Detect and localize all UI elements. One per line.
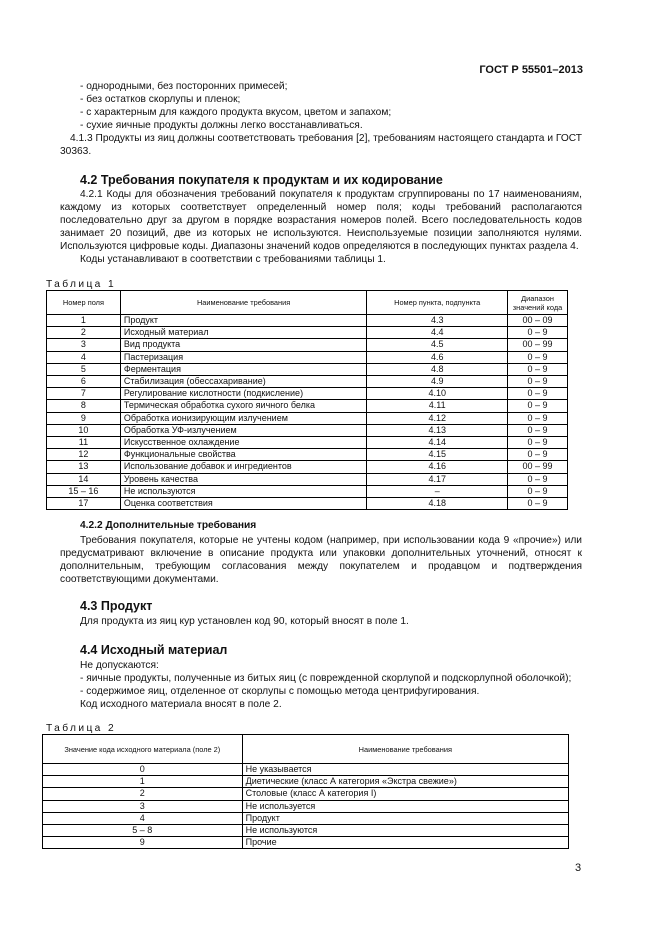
- section-4-3-heading: 4.3 Продукт: [80, 599, 153, 613]
- cell-field: 4: [47, 351, 121, 363]
- cell-field: 17: [47, 498, 121, 510]
- paragraph-4-2-2-text: Требования покупателя, которые не учтены кодом (например, при использовании кода 9 «прочие») или предусматривают включение в описание продукта или упаковки дополнительных уточнений, относят к дополнительным, требующим согласования между покупателем и продавцом и подтверждения соответствующими документами.: [60, 535, 582, 585]
- cell-range: 0 – 9: [508, 388, 568, 400]
- section-4-3-text: Для продукта из яиц кур установлен код 90, который вносят в поле 1.: [80, 616, 409, 627]
- cell-name: Вид продукта: [120, 339, 367, 351]
- cell-name: Не указывается: [242, 764, 568, 776]
- bullet-2: - без остатков скорлупы и пленок;: [80, 94, 241, 105]
- cell-clause: 4.8: [367, 363, 508, 375]
- cell-code: 5 – 8: [43, 825, 243, 837]
- table-row: [47, 400, 568, 412]
- cell-name: Продукт: [120, 315, 367, 327]
- cell-range: 0 – 9: [508, 412, 568, 424]
- cell-range: 0 – 9: [508, 376, 568, 388]
- cell-field: 8: [47, 400, 121, 412]
- table-row: [43, 776, 569, 788]
- cell-field: 1: [47, 315, 121, 327]
- cell-name: Не используются: [120, 485, 367, 497]
- cell-clause: 4.5: [367, 339, 508, 351]
- table-row: [43, 837, 569, 849]
- bullet-4: - сухие яичные продукты должны легко восстанавливаться.: [80, 120, 363, 131]
- cell-range: 0 – 9: [508, 327, 568, 339]
- cell-field: 14: [47, 473, 121, 485]
- cell-name: Оценка соответствия: [120, 498, 367, 510]
- table1-reference: Коды устанавливают в соответствии с требованиями таблицы 1.: [80, 254, 386, 265]
- cell-field: 13: [47, 461, 121, 473]
- cell-code: 1: [43, 776, 243, 788]
- cell-clause: 4.4: [367, 327, 508, 339]
- cell-code: 2: [43, 788, 243, 800]
- table-row: [43, 800, 569, 812]
- cell-name: Стабилизация (обессахаривание): [120, 376, 367, 388]
- cell-field: 6: [47, 376, 121, 388]
- cell-clause: 4.18: [367, 498, 508, 510]
- t1-header-range: Диапазон значений кода: [508, 291, 568, 315]
- cell-clause: 4.15: [367, 449, 508, 461]
- table-row: [47, 485, 568, 497]
- cell-range: 00 – 09: [508, 315, 568, 327]
- cell-name: Искусственное охлаждение: [120, 437, 367, 449]
- cell-clause: 4.6: [367, 351, 508, 363]
- t2-header-code: Значение кода исходного материала (поле 2): [43, 735, 243, 764]
- cell-code: 3: [43, 800, 243, 812]
- cell-name: Продукт: [242, 812, 568, 824]
- cell-name: Не используется: [242, 800, 568, 812]
- cell-code: 9: [43, 837, 243, 849]
- section-4-4-note: Код исходного материала вносят в поле 2.: [80, 699, 282, 710]
- cell-name: Термическая обработка сухого яичного белка: [120, 400, 367, 412]
- cell-name: Не используются: [242, 825, 568, 837]
- cell-code: 4: [43, 812, 243, 824]
- table-row: [47, 449, 568, 461]
- table-row: [47, 327, 568, 339]
- t2-header-name: Наименование требования: [242, 735, 568, 764]
- cell-clause: 4.10: [367, 388, 508, 400]
- cell-range: 0 – 9: [508, 351, 568, 363]
- cell-field: 5: [47, 363, 121, 375]
- cell-range: 0 – 9: [508, 363, 568, 375]
- table-row: [47, 461, 568, 473]
- table-row: [47, 473, 568, 485]
- cell-clause: 4.17: [367, 473, 508, 485]
- cell-range: 0 – 9: [508, 424, 568, 436]
- cell-name: Диетические (класс А категория «Экстра свежие»): [242, 776, 568, 788]
- cell-field: 2: [47, 327, 121, 339]
- t1-header-field: Номер поля: [47, 291, 121, 315]
- cell-name: Столовые (класс А категория I): [242, 788, 568, 800]
- cell-clause: 4.9: [367, 376, 508, 388]
- table-row: [43, 788, 569, 800]
- cell-range: 00 – 99: [508, 339, 568, 351]
- page-number: 3: [575, 862, 582, 874]
- intro-block: [60, 80, 582, 158]
- document-id: ГОСТ Р 55501–2013: [479, 64, 583, 76]
- cell-field: 7: [47, 388, 121, 400]
- cell-name: Функциональные свойства: [120, 449, 367, 461]
- section-4-4-heading: 4.4 Исходный материал: [80, 643, 228, 657]
- table-row: [47, 339, 568, 351]
- cell-field: 11: [47, 437, 121, 449]
- cell-clause: 4.14: [367, 437, 508, 449]
- cell-clause: –: [367, 485, 508, 497]
- paragraph-4-2-2: [60, 534, 582, 586]
- subsection-4-2-2-heading: 4.2.2 Дополнительные требования: [80, 520, 257, 531]
- paragraph-4-2-1: [60, 188, 582, 266]
- cell-clause: 4.3: [367, 315, 508, 327]
- table-row: [47, 351, 568, 363]
- cell-clause: 4.16: [367, 461, 508, 473]
- cell-field: 15 – 16: [47, 485, 121, 497]
- table-row: [43, 825, 569, 837]
- cell-range: 00 – 99: [508, 461, 568, 473]
- cell-name: Ферментация: [120, 363, 367, 375]
- paragraph-4-2-1-text: 4.2.1 Коды для обозначения требований покупателя к продуктам сгруппированы по 17 наименованиям, каждому из которых соответствует определенный номер поля; коды требований располагаются последовательно друг за другом в порядке возрастания номеров полей. Всего последовательность кодов занимает 20 позиций, две из которых не используются. Неиспользуемые позиции заполняются нулями. Используются цифровые коды. Диапазоны значений кодов определяются в последующих пунктах раздела 4.: [60, 189, 582, 252]
- table-row: [47, 363, 568, 375]
- cell-name: Пастеризация: [120, 351, 367, 363]
- table-row: [47, 388, 568, 400]
- cell-name: Обработка ионизирующим излучением: [120, 412, 367, 424]
- cell-name: Использование добавок и ингредиентов: [120, 461, 367, 473]
- table-row: [47, 424, 568, 436]
- cell-name: Исходный материал: [120, 327, 367, 339]
- table-row: [47, 498, 568, 510]
- section-4-4-lead: Не допускаются:: [80, 660, 159, 671]
- t1-header-name: Наименование требования: [120, 291, 367, 315]
- cell-field: 10: [47, 424, 121, 436]
- paragraph-4-1-3: 4.1.3 Продукты из яиц должны соответствовать требования [2], требованиям настоящего стандарта и ГОСТ 30363.: [60, 133, 582, 157]
- cell-range: 0 – 9: [508, 437, 568, 449]
- cell-field: 9: [47, 412, 121, 424]
- cell-name: Обработка УФ-излучением: [120, 424, 367, 436]
- table1-caption: Таблица 1: [46, 279, 117, 290]
- table-row: [47, 412, 568, 424]
- cell-range: 0 – 9: [508, 473, 568, 485]
- bullet-1: - однородными, без посторонних примесей;: [80, 81, 288, 92]
- section-4-4-bullet-1: - яичные продукты, полученные из битых яиц (с поврежденной скорлупой и подскорлупной оболочкой);: [80, 673, 572, 684]
- t1-header-clause: Номер пункта, подпункта: [367, 291, 508, 315]
- cell-clause: 4.13: [367, 424, 508, 436]
- cell-range: 0 – 9: [508, 449, 568, 461]
- table-1: [46, 290, 568, 510]
- cell-name: Регулирование кислотности (подкисление): [120, 388, 367, 400]
- cell-range: 0 – 9: [508, 498, 568, 510]
- cell-name: Уровень качества: [120, 473, 367, 485]
- section-4-4-body: [60, 659, 582, 711]
- table-row: [47, 437, 568, 449]
- bullet-3: - с характерным для каждого продукта вкусом, цветом и запахом;: [80, 107, 392, 118]
- table-row: [47, 315, 568, 327]
- table-row: [43, 764, 569, 776]
- cell-name: Прочие: [242, 837, 568, 849]
- section-4-2-heading: 4.2 Требования покупателя к продуктам и их кодирование: [80, 173, 443, 187]
- table-row: [43, 812, 569, 824]
- table-2: [42, 734, 569, 849]
- section-4-4-bullet-2: - содержимое яиц, отделенное от скорлупы с помощью метода центрифугирования.: [80, 686, 480, 697]
- cell-code: 0: [43, 764, 243, 776]
- cell-clause: 4.11: [367, 400, 508, 412]
- cell-range: 0 – 9: [508, 400, 568, 412]
- cell-field: 12: [47, 449, 121, 461]
- table2-caption: Таблица 2: [46, 723, 117, 734]
- cell-field: 3: [47, 339, 121, 351]
- table-row: [47, 376, 568, 388]
- cell-clause: 4.12: [367, 412, 508, 424]
- cell-range: 0 – 9: [508, 485, 568, 497]
